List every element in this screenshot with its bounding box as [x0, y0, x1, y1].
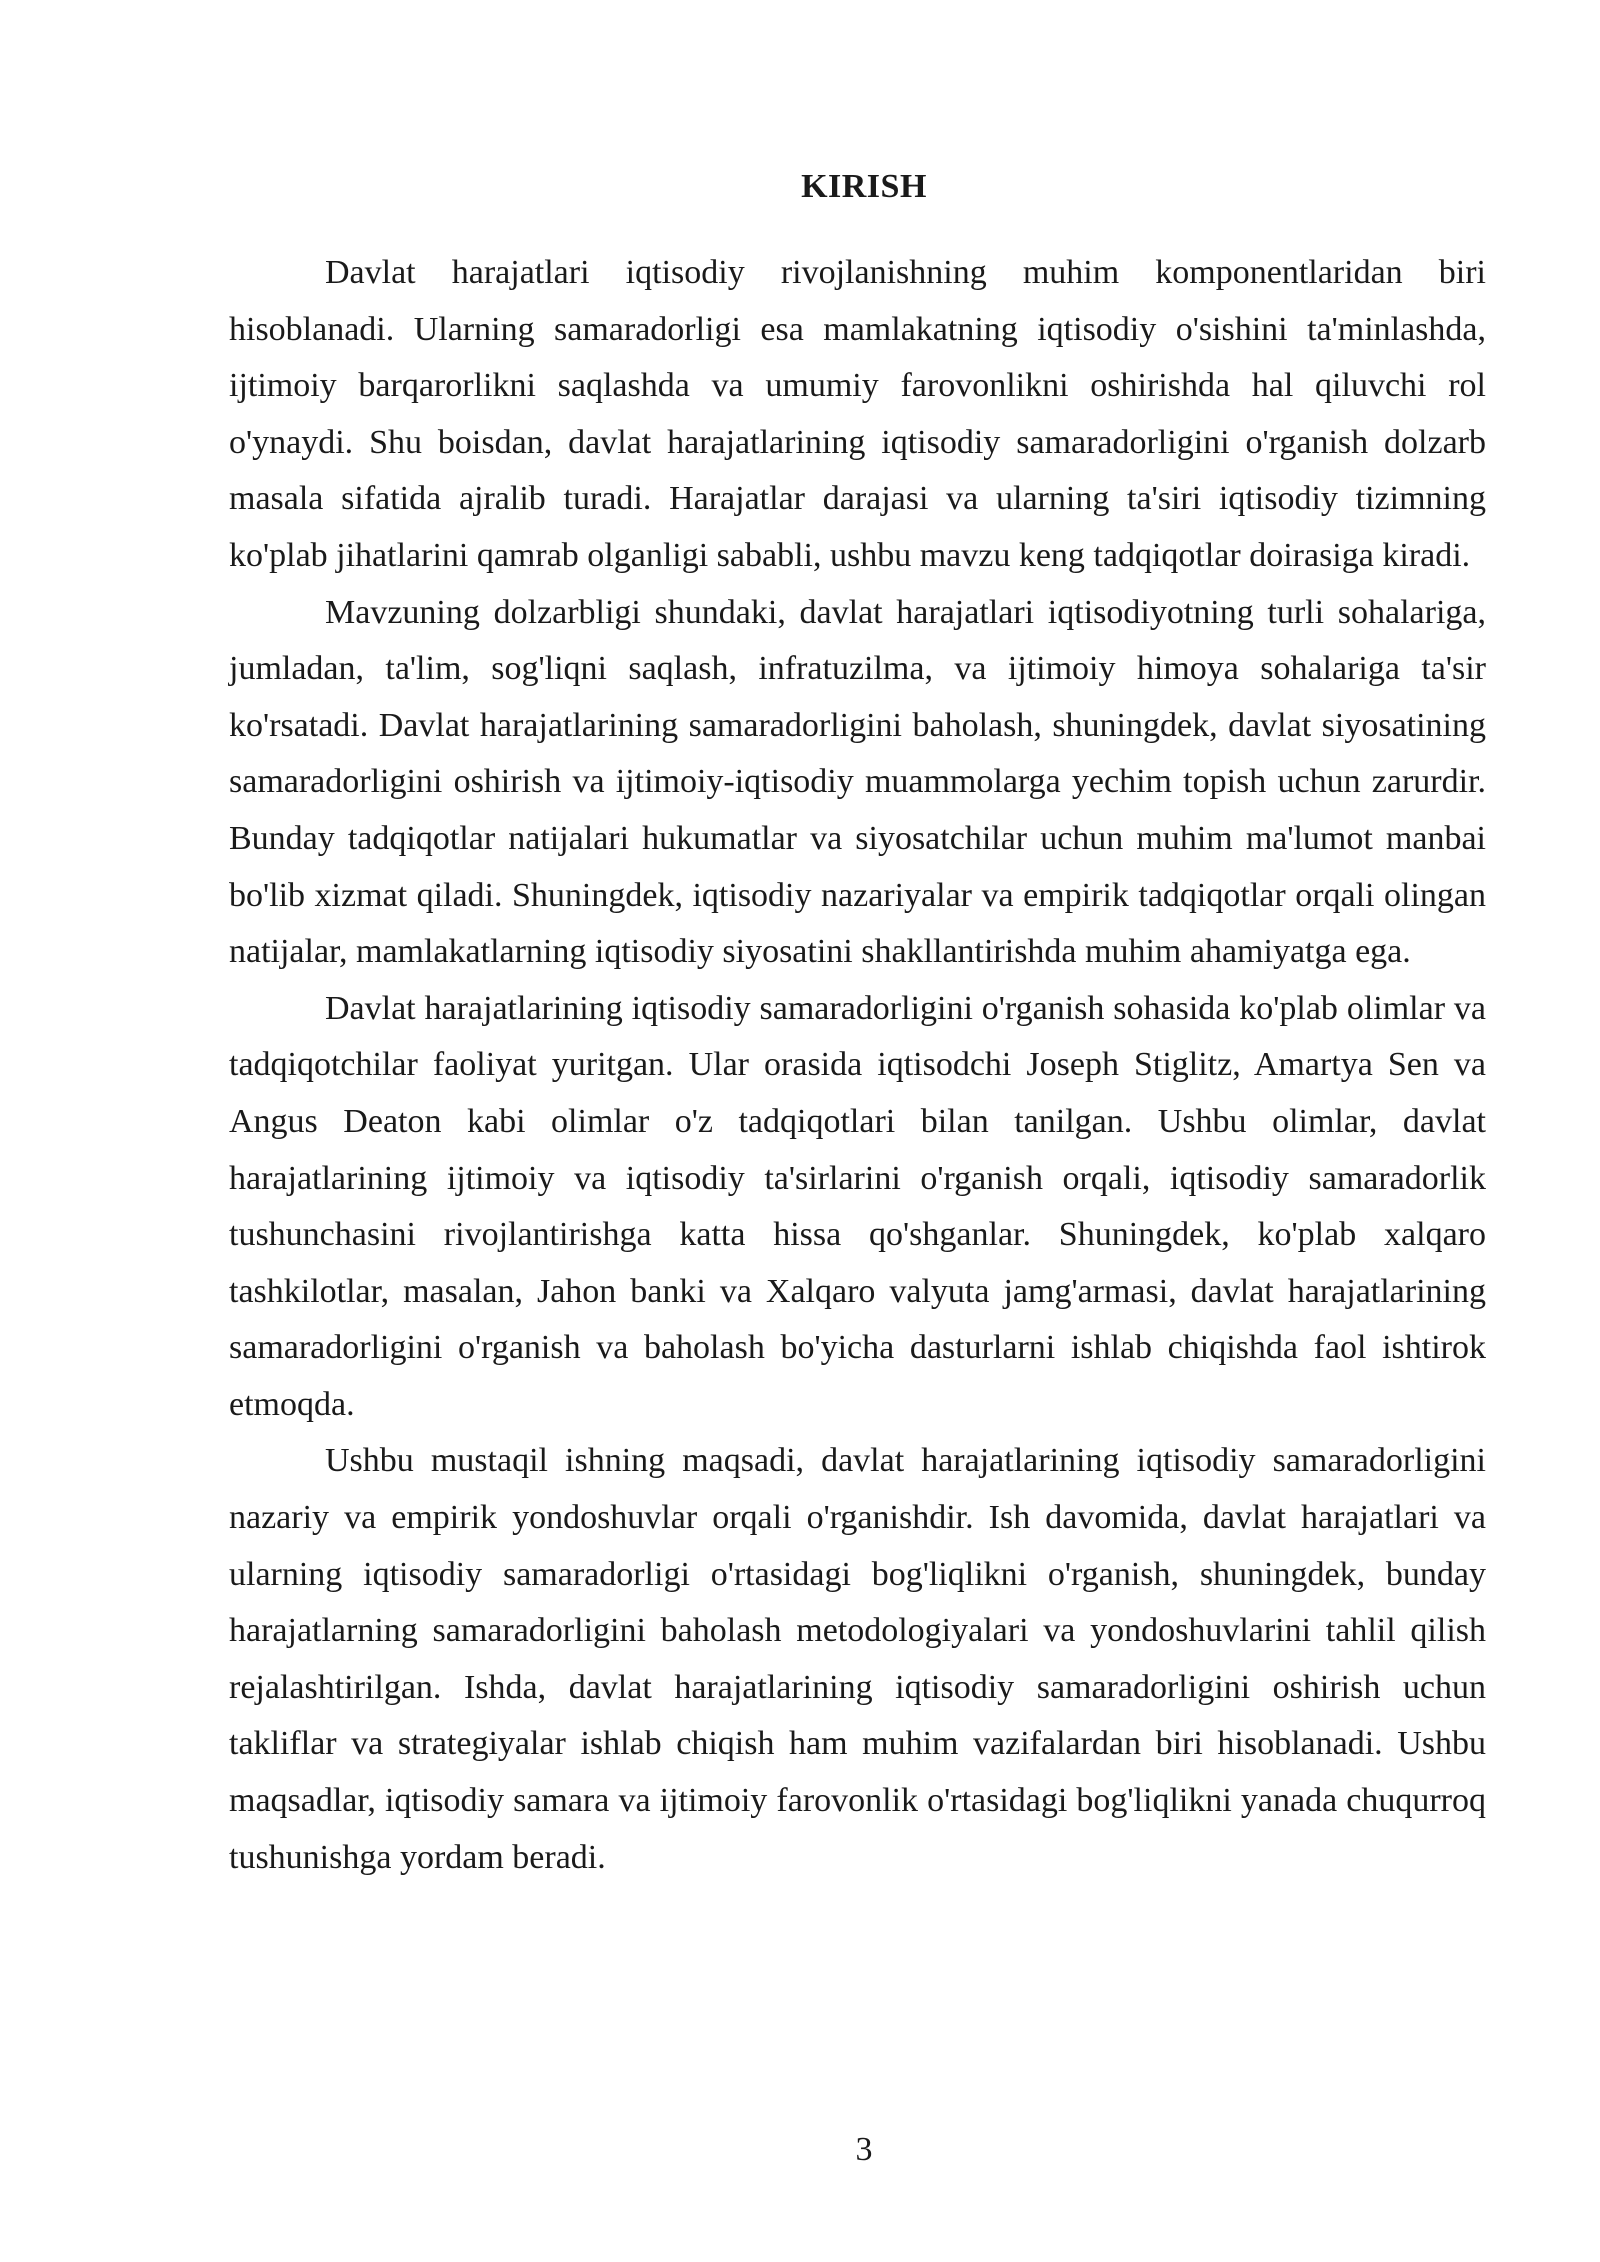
- paragraph-1: Davlat harajatlari iqtisodiy rivojlanishning muhim komponentlaridan biri hisoblanadi. Ularning samaradorligi esa mamlakatning iqtisodiy o'sishini ta'minlashda, ijtimoiy barqarorlikni saqlashda va umumiy farovonlikni oshirishda hal qiluvchi rol o'ynaydi. Shu boisdan, davlat harajatlarining iqtisodiy samaradorligini o'rganish dolzarb masala sifatida ajralib turadi. Harajatlar darajasi va ularning ta'siri iqtisodiy tizimning ko'plab jihatlarini qamrab olganligi sababli, ushbu mavzu keng tadqiqotlar doirasiga kiradi.: [229, 254, 1486, 574]
- page-title: KIRISH: [801, 168, 927, 205]
- paragraph-3: Davlat harajatlarining iqtisodiy samaradorligini o'rganish sohasida ko'plab olimlar va tadqiqotchilar faoliyat yuritgan. Ular orasida iqtisodchi Joseph Stiglitz, Amartya Sen va Angus Deaton kabi olimlar o'z tadqiqotlari bilan tanilgan. Ushbu olimlar, davlat harajatlarining ijtimoiy va iqtisodiy ta'sirlarini o'rganish orqali, iqtisodiy samaradorlik tushunchasini rivojlantirishga katta hissa qo'shganlar. Shuningdek, ko'plab xalqaro tashkilotlar, masalan, Jahon banki va Xalqaro valyuta jamg'armasi, davlat harajatlarining samaradorligini o'rganish va baholash bo'yicha dasturlarni ishlab chiqishda faol ishtirok etmoqda.: [229, 989, 1486, 1423]
- paragraph-2: Mavzuning dolzarbligi shundaki, davlat harajatlari iqtisodiyotning turli sohalariga, jumladan, ta'lim, sog'liqni saqlash, infratuzilma, va ijtimoiy himoya sohalariga ta'sir ko'rsatadi. Davlat harajatlarining samaradorligini baholash, shuningdek, davlat siyosatining samaradorligini oshirish va ijtimoiy-iqtisodiy muammolarga yechim topish uchun zarurdir. Bunday tadqiqotlar natijalari hukumatlar va siyosatchilar uchun muhim ma'lumot manbai bo'lib xizmat qiladi. Shuningdek, iqtisodiy nazariyalar va empirik tadqiqotlar orqali olingan natijalar, mamlakatlarning iqtisodiy siyosatini shakllantirishda muhim ahamiyatga ega.: [229, 593, 1486, 971]
- page-number: 3: [855, 2131, 873, 2168]
- paragraph-4: Ushbu mustaqil ishning maqsadi, davlat harajatlarining iqtisodiy samaradorligini nazariy va empirik yondoshuvlar orqali o'rganishdir. Ish davomida, davlat harajatlari va ularning iqtisodiy samaradorligi o'rtasidagi bog'liqlikni o'rganish, shuningdek, bunday harajatlarning samaradorligini baholash metodologiyalari va yondoshuvlarini tahlil qilish rejalashtirilgan. Ishda, davlat harajatlarining iqtisodiy samaradorligini oshirish uchun takliflar va strategiyalar ishlab chiqish ham muhim vazifalardan biri hisoblanadi. Ushbu maqsadlar, iqtisodiy samara va ijtimoiy farovonlik o'rtasidagi bog'liqlikni yanada chuqurroq tushunishga yordam beradi.: [229, 1442, 1486, 1876]
- body-text: [229, 245, 1486, 1886]
